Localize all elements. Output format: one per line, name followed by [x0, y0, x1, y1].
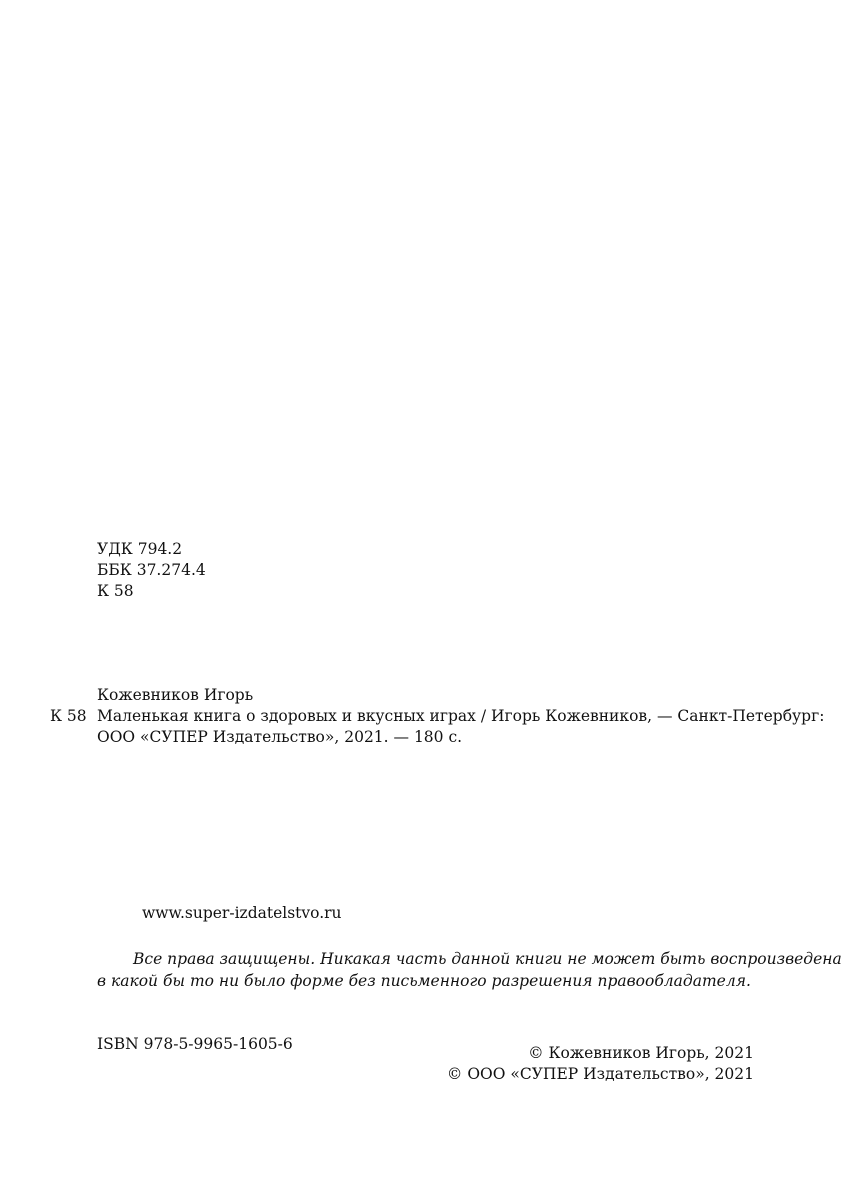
copyright-publisher: © ООО «СУПЕР Издательство», 2021 — [446, 1065, 754, 1083]
copyright-author: © Кожевников Игорь, 2021 — [528, 1044, 754, 1062]
rights-notice — [97, 948, 842, 992]
author-mark: К 58 — [97, 582, 134, 600]
bbk-code: ББК 37.274.4 — [97, 561, 206, 579]
copyright-block — [447, 1043, 754, 1085]
bibliography-author: Кожевников Игорь — [97, 686, 254, 704]
bibliography-publisher-line: ООО «СУПЕР Издательство», 2021. — 180 с. — [97, 728, 463, 746]
isbn-number: ISBN 978-5-9965-1605-6 — [97, 1035, 293, 1053]
udk-code: УДК 794.2 — [97, 540, 183, 558]
bibliographic-record — [97, 685, 825, 748]
publisher-website: www.super-izdatelstvo.ru — [142, 904, 342, 922]
bibliography-title-line: Маленькая книга о здоровых и вкусных играх / Игорь Кожевников, — Санкт-Петербург: — [97, 707, 825, 725]
bibliography-margin-mark: К 58 — [50, 707, 87, 725]
rights-notice-line-1: Все права защищены. Никакая часть данной книги не может быть воспроизведена — [133, 950, 842, 968]
rights-notice-line-2: в какой бы то ни было форме без письменного разрешения правообладателя. — [97, 972, 751, 990]
classification-codes — [97, 539, 206, 602]
